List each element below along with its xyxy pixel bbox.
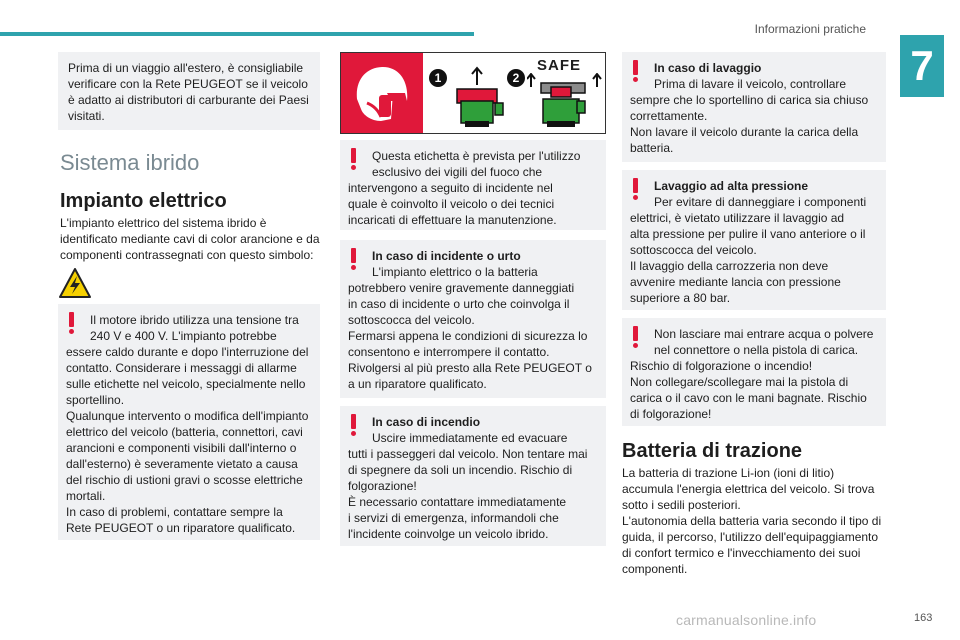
firefighter-label-warning bbox=[340, 140, 606, 230]
safe-label-text: SAFE bbox=[537, 57, 582, 74]
warning-text-lead: Non lasciare mai entrare acqua o polvere nel connettore o nella pistola di carica. bbox=[654, 327, 874, 357]
warning-text-lead: L'impianto elettrico o la batteria bbox=[372, 265, 538, 279]
travel-abroad-note bbox=[58, 52, 320, 130]
warning-title: Lavaggio ad alta pressione bbox=[654, 179, 809, 193]
warning-text-lead: Questa etichetta è prevista per l'utilizzo esclusivo dei vigili del fuoco che bbox=[372, 149, 581, 179]
warning-text-lead: Prima di lavare il veicolo, controllare bbox=[654, 77, 847, 91]
warning-text-lead: Per evitare di danneggiare i componenti bbox=[654, 195, 867, 209]
subsection-title-traction-battery: Batteria di trazione bbox=[622, 440, 803, 462]
warning-text-body: intervengono a seguito di incidente nel quale è coinvolto il veicolo o dei tecnici incaricati di effettuare la manutenzione. bbox=[348, 181, 557, 227]
warning-title: In caso di lavaggio bbox=[654, 61, 762, 75]
header-rule bbox=[0, 32, 474, 36]
warning-text-body: Rischio di folgorazione o incendio! Non collegare/scollegare mai la pistola di carica o il cavo con le mani bagnate. Rischio di folgorazione! bbox=[630, 359, 867, 421]
crash-warning bbox=[340, 240, 606, 398]
warning-icon bbox=[68, 312, 76, 334]
hybrid-voltage-warning bbox=[58, 304, 320, 540]
subsection-title-electric-system: Impianto elettrico bbox=[60, 190, 227, 212]
step-badge-2: 2 bbox=[507, 69, 525, 87]
firefighter-helmet-icon bbox=[341, 53, 423, 133]
warning-title: In caso di incidente o urto bbox=[372, 249, 521, 263]
step-badge-1: 1 bbox=[429, 69, 447, 87]
section-title: Sistema ibrido bbox=[60, 150, 200, 175]
traction-battery-text: La batteria di trazione Li-ion (ioni di litio) accumula l'energia elettrica del veicolo. Si trova sotto i sedili posteriori. L'autonomia della batteria varia secondo il tipo di guida, il percorso, l'utilizzo dell'equipaggiamento di confort termico e l'invecchiamento dei suoi componenti. bbox=[622, 466, 882, 576]
warning-icon bbox=[632, 326, 640, 348]
warning-icon bbox=[632, 60, 640, 82]
warning-icon bbox=[350, 148, 358, 170]
firefighter-safe-label bbox=[340, 52, 606, 134]
warning-text-body: essere caldo durante e dopo l'interruzione del contatto. Considerare i messaggi di allarme sulle etichette nel veicolo, specialmente nello sportellino. Qualunque intervento o modifica dell'impianto elettrico del veicolo (batteria, connettori, cavi arancioni e componenti visibili dall'interno o dall'esterno) è severamente vietato a causa del rischio di ustioni gravi o scosse elettriche mortali. In caso di problemi, contattare sempre la Rete PEUGEOT o un riparatore qualificato. bbox=[66, 345, 309, 535]
watermark: carmanualsonline.info bbox=[676, 612, 817, 628]
warning-text-body: tutti i passeggeri dal veicolo. Non tentare mai di spegnere da soli un incendio. Rischio di folgorazione! È necessario contattare immediatamente i servizi di emergenza, informandoli che l'incidente coinvolge un veicolo ibrido. bbox=[348, 447, 588, 541]
warning-icon bbox=[632, 178, 640, 200]
warning-text-lead: Il motore ibrido utilizza una tensione tra 240 V e 400 V. L'impianto potrebbe bbox=[90, 313, 299, 343]
chapter-number-tab: 7 bbox=[900, 35, 944, 97]
warning-title: In caso di incendio bbox=[372, 415, 481, 429]
warning-text-lead: Uscire immediatamente ed evacuare bbox=[372, 431, 568, 445]
electric-system-intro: L'impianto elettrico del sistema ibrido è identificato mediante cavi di color arancione e da componenti contrassegnati con questo simbolo: bbox=[60, 216, 320, 262]
page-section-title: Informazioni pratiche bbox=[754, 22, 866, 36]
water-dust-connector-warning bbox=[622, 318, 886, 426]
connector-step-2-icon bbox=[527, 73, 605, 133]
warning-text-body: sempre che lo sportellino di carica sia chiuso correttamente. Non lavare il veicolo durante la carica della batteria. bbox=[630, 93, 869, 155]
warning-text-body: potrebbero venire gravemente danneggiati in caso di incidente o urto che coinvolga il sottoscocca del veicolo. Fermarsi appena le condizioni di sicurezza lo consentono e interrompere il contatto. Rivolgersi al più presto alla Rete PEUGEOT o a un riparatore qualificato. bbox=[348, 281, 592, 391]
fire-warning bbox=[340, 406, 606, 546]
warning-icon bbox=[350, 414, 358, 436]
high-voltage-warning-icon bbox=[58, 267, 92, 299]
warning-text-body: elettrici, è vietato utilizzare il lavaggio ad alta pressione per pulire il vano anteriore o il sottoscocca del veicolo. Il lavaggio della carrozzeria non deve avvenire mediante lancia con pressione superiore a 80 bar. bbox=[630, 211, 866, 305]
firefighter-helmet-panel bbox=[341, 53, 423, 133]
warning-icon bbox=[350, 248, 358, 270]
washing-warning bbox=[622, 52, 886, 162]
high-pressure-washing-warning bbox=[622, 170, 886, 310]
page-number: 163 bbox=[914, 612, 933, 624]
travel-abroad-note-text: Prima di un viaggio all'estero, è consigliabile verificare con la Rete PEUGEOT se il veicolo è adatto ai distributori di carburante dei Paesi visitati. bbox=[68, 61, 309, 123]
